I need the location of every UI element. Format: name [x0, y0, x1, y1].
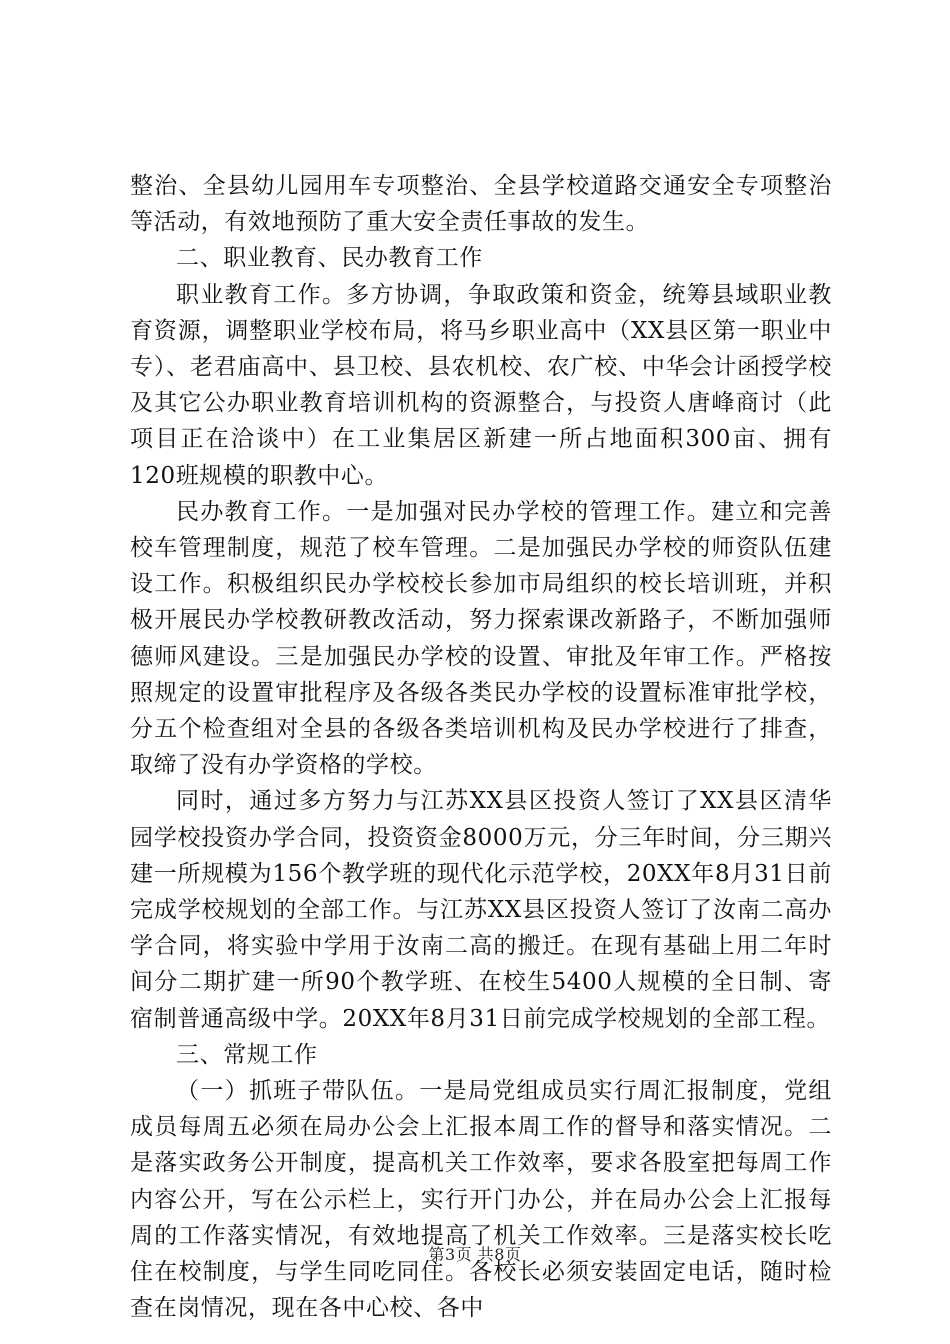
paragraph-private-education: 民办教育工作。一是加强对民办学校的管理工作。建立和完善校车管理制度，规范了校车管理。二是加强民办学校的师资队伍建设工作。积极组织民办学校校长参加市局组织的校长培训班，并积极开展民办学校教研教改活动，努力探索课改新路子，不断加强师德师风建设。三是加强民办学校的设置、审批及年审工作。严格按照规定的设置审批程序及各级各类民办学校的设置标准审批学校，分五个检查组对全县的各级各类培训机构及民办学校进行了排查，取缔了没有办学资格的学校。 [130, 498, 832, 779]
page-number: 第3页 [428, 1245, 473, 1264]
paragraph-vocational-education: 职业教育工作。多方协调，争取政策和资金，统筹县域职业教育资源，调整职业学校布局，将马乡职业高中（XX县区第一职业中专）、老君庙高中、县卫校、县农机校、农广校、中华会计函授学校及其它公办职业教育培训机构的资源整合，与投资人唐峰商讨（此项目正在洽谈中）在工业集居区新建一所占地面积300亩、拥有120班规模的职教中心。 [130, 281, 832, 489]
document-body [130, 168, 832, 1327]
paragraph-leadership-team: （一）抓班子带队伍。一是局党组成员实行周汇报制度，党组成员每周五必须在局办公会上汇报本周工作的督导和落实情况。二是落实政务公开制度，提高机关工作效率，要求各股室把每周工作内容公开，写在公示栏上，实行开门办公，并在局办公会上汇报每周的工作落实情况，有效地提高了机关工作效率。三是落实校长吃住在校制度，与学生同吃同住。各校长必须安装固定电话，随时检查在岗情况，现在各中心校、各中 [130, 1078, 832, 1322]
page-total: 共8页 [477, 1245, 522, 1264]
page-footer [0, 1244, 950, 1266]
section-heading-vocational-private: 二、职业教育、民办教育工作 [176, 245, 483, 272]
paragraph-continuation: 整治、全县幼儿园用车专项整治、全县学校道路交通安全专项整治等活动，有效地预防了重大安全责任事故的发生。 [130, 173, 832, 236]
paragraph-investment: 同时，通过多方努力与江苏XX县区投资人签订了XX县区清华园学校投资办学合同，投资资金8000万元，分三年时间，分三期兴建一所规模为156个教学班的现代化示范学校，20XX年8月31日前完成学校规划的全部工作。与江苏XX县区投资人签订了汝南二高办学合同，将实验中学用于汝南二高的搬迁。在现有基础上用二年时间分二期扩建一所90个教学班、在校生5400人规模的全日制、寄宿制普通高级中学。20XX年8月31日前完成学校规划的全部工程。 [130, 788, 832, 1032]
section-heading-routine-work: 三、常规工作 [176, 1041, 318, 1068]
